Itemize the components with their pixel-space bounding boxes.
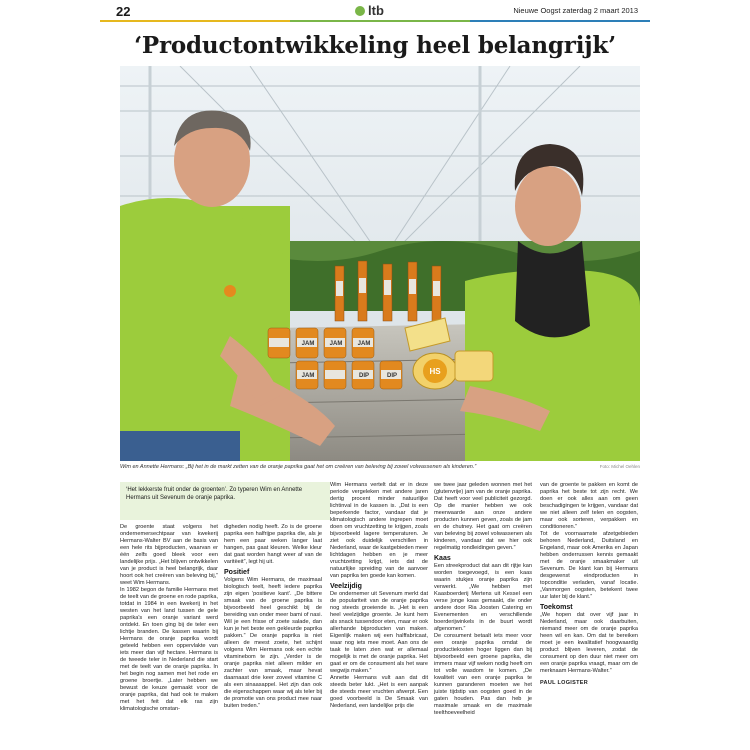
publisher-logo — [355, 3, 384, 18]
caption-text: Wim en Annette Hermans: „Bij het in de markt zetten van de oranje paprika gaat het om creëren van beleving bij zowel volwassenen als kinderen.” — [120, 464, 477, 470]
paragraph: Tot de voornaamste afzetgebieden behoren Nederland, Duitsland en Engeland, maar ook Amerika en Japan hebben onderrussen kennis gemaakt met de oranje smaakmaker uit Sevenum. De klant kan bij Hermans desgewenst eindproducten in topconditie verladen, vanaf locatie. „Vanmorgen oogsten, betekent twee uur later bij de klant.” — [540, 531, 638, 600]
logo-icon — [355, 6, 365, 16]
dip-label: DIP — [386, 373, 398, 379]
paragraph: De consument betaalt iets meer voor een oranje paprika omdat de productiekosten hoger liggen dan bij bijvoorbeeld een groene paprika, die immers maar vijf weken nodig heeft om tot volle wasdom te komen. „De kwaliteit van een oranje paprika te kunnen garanderen moeten we het juiste tijdstip van oogsten goed in de gaten houden. Pas dan heb je maximale smaak en de maximale teelthoeveelheid — [434, 633, 532, 716]
paragraph: digheden nodig heeft. Zo is de groene paprika een halfrijpe paprika die, als je hem een paar weken langer laat hangen, pas gaat kleuren. Welke kleur dat gaat worden hangt weer af van de varitëeit”, legt hij uit. — [224, 524, 322, 565]
article-headline: ‘Productontwikkeling heel belangrijk’ — [134, 32, 616, 59]
paragraph: Annette Hermans vult aan dat dit steeds beter lukt. „Het is een aanpak die steeds meer vruchten afwerpt. Een goed voorbeeld is De Smaak van Nederland, een landelijke prijs die — [330, 675, 428, 709]
page-number: 22 — [116, 4, 131, 19]
article-column-4 — [434, 482, 532, 717]
jam-label: JAM — [329, 341, 343, 347]
photo-caption — [120, 464, 640, 470]
article-photo — [120, 66, 640, 461]
header-rule-green — [290, 20, 470, 22]
paragraph: „We hopen dat over vijf jaar in Nederland, maar ook daarbuiten, niemand meer om de oranje paprika heen wil en kan. Om dat te bereiken moet je een kwalitatief hoogwaardig product blijven leveren, zodat de consument op den duur niet meer om een oranje paprika vraagt, maar om de merknaam Hermans-Walter.” — [540, 612, 638, 674]
article-column-2 — [224, 524, 322, 710]
paragraph: Een streekproduct dat aan dit rijtje kan worden toegevoegd, is een kaas waarin stukjes oranje paprika zijn verwerkt. „We hebben met Kaasboerderij Mertens uit Kessel een verse jonge kaas gemaakt, die onder andere door Ria Joosten Catering en Evenementen en verschillende boerderijwinkels in de buurt wordt afgenomen.” — [434, 563, 532, 632]
paragraph: De ondernemer uit Sevenum merkt dat de populariteit van de oranje paprika nog steeds groeiende is. „Het is een heel veelzijdige groente. Je kunt hem als snack tussendoor eten, maar er ook allerhande bijproducten van maken. Eigenlijk maken wij een halffabricaat, waar nog iets mee moet. Aan ons de taak te laten zien wat er allemaal mogelijk is met de oranje paprika. Het gaat er om de consument als het ware wegwijs maken.” — [330, 591, 428, 674]
paragraph: In 1982 begon de familie Hermans met de teelt van de groene en rode paprika, totdat in 1984 in een kwekerij in het westen van het land tussen de gele paprika's een oranje variant werd ontdekt. En toen ging bij de teler een lichtje branden. De kassen waarin bij Hermans de oranje paprika wordt geteeld hebben een oppervlakte van iets meer dan vijf hectare. Hermans is de tweede teler in Nederland die start met de teelt van de oranje paprika. In het begin nog samen met het rode en groene broertje. „Later hebben we bewust de keuze gemaakt voor de oranje paprika, dat had ook te maken met het feit dat elk ras zijn klimatologische omstan- — [120, 587, 218, 712]
pull-quote: ‘Het lekkerste fruit onder de groenten’. Zo typeren Wim en Annette Hermans uit Sevenum de oranje paprika. — [120, 482, 330, 520]
newspaper-page — [100, 0, 650, 750]
paragraph: Volgens Wim Hermans, de maximaal biologisch teelt, heeft iedere paprika zijn eigen ‘positieve kant’. „De bittere smaak van de groene paprika is bijvoorbeeld heel geschikt bij de bereiding van onder meer bami of nasi. Wil je een frisse of zoete salade, dan kun je het beste een gekleurde paprika pakken.” De oranje paprika is niet alleen de meest zoete, het schijnt volgens Wim Hermans ook een echte vitaminebom te zijn. „Verder is de oranje paprika niet alleen milder en zachter van smaak, maar hevat daarnaast drie keer zoveel vitamine C als een sinaasappel. Het zijn dan ook die eigenschappen waar wij als teler bij de promotie van ons product mee naar buiten treden.” — [224, 577, 322, 709]
header-rule-yellow — [100, 20, 290, 22]
logo-text: ltb — [368, 3, 384, 18]
paragraph: van de groente te pakken en komt de paprika het beste tot zijn recht. We doen er ook alles aan om geen beschadigingen te krijgen, vandaar dat we niet alleen zelf telen en oogsten, maar ook sorteren, verpakken en conditioneren.” — [540, 482, 638, 530]
paragraph: De groente staat volgens het ondernemersechtpaar van kwekerij Hermans-Walter BV aan de basis van een hele rits bijproducten, waarvan er één zelfs goed bleek voor een landelijke prijs. „Het blijven ontwikkelen van je product is heel belangrijk, daar hoort ook het creëren van beleving bij,” weet Wim Hermans. — [120, 524, 218, 586]
article-column-1 — [120, 524, 218, 713]
jam-label: JAM — [301, 341, 315, 347]
paragraph: we twee jaar geleden wonnen met het (glutenvrije) jam van de oranje paprika. Dat heeft voor veel publiciteit gezorgd. Op die manier hebben we ook meerwaarde aan onze andere producten kunnen geven, zoals de jam en de chutney. Het gaat om creëren van beleving bij zowel volwassenen als kinderen, vandaar dat we hier ook regelmatig rondleidingen geven.” — [434, 482, 532, 551]
subheading-kaas: Kaas — [434, 555, 451, 562]
header-rule-blue — [470, 20, 650, 22]
subheading-veelzijdig: Veelzijdig — [330, 583, 362, 590]
page-header — [100, 0, 650, 28]
cheese-label: HS — [429, 367, 441, 376]
photo-credit: Foto: Michel Oehlen — [599, 464, 640, 469]
paragraph: Wim Hermans vertelt dat er in deze periode vergeleken met andere jaren dertig procent minder natuurlijke lichtinval in de kassen is. „Dat is een beperkende factor, vandaar dat je klimatologisch andere ingrepen moet doen om vruchtzetting te krijgen, zoals bijvoorbeeld lagere temperaturen. Je ziet ook duidelijk verschillen in Nederland, waar de kastgebieden meer lichtdagen hebben en je meer vruchtzetting krijgt, iets dat de natuurlijke spreiding van de aanvoer van paprika ten goede kan komen. — [330, 482, 428, 579]
article-column-5 — [540, 482, 638, 687]
greenhouse-photo — [120, 66, 640, 461]
article-author: PAUL LOGISTER — [540, 680, 589, 686]
subheading-positief: Positief — [224, 569, 250, 576]
article-column-3 — [330, 482, 428, 710]
dip-label: DIP — [358, 373, 370, 379]
edition-date: Nieuwe Oogst zaterdag 2 maart 2013 — [513, 6, 638, 15]
jam-label: JAM — [301, 373, 315, 379]
jam-label: JAM — [357, 341, 371, 347]
subheading-toekomst: Toekomst — [540, 604, 573, 611]
